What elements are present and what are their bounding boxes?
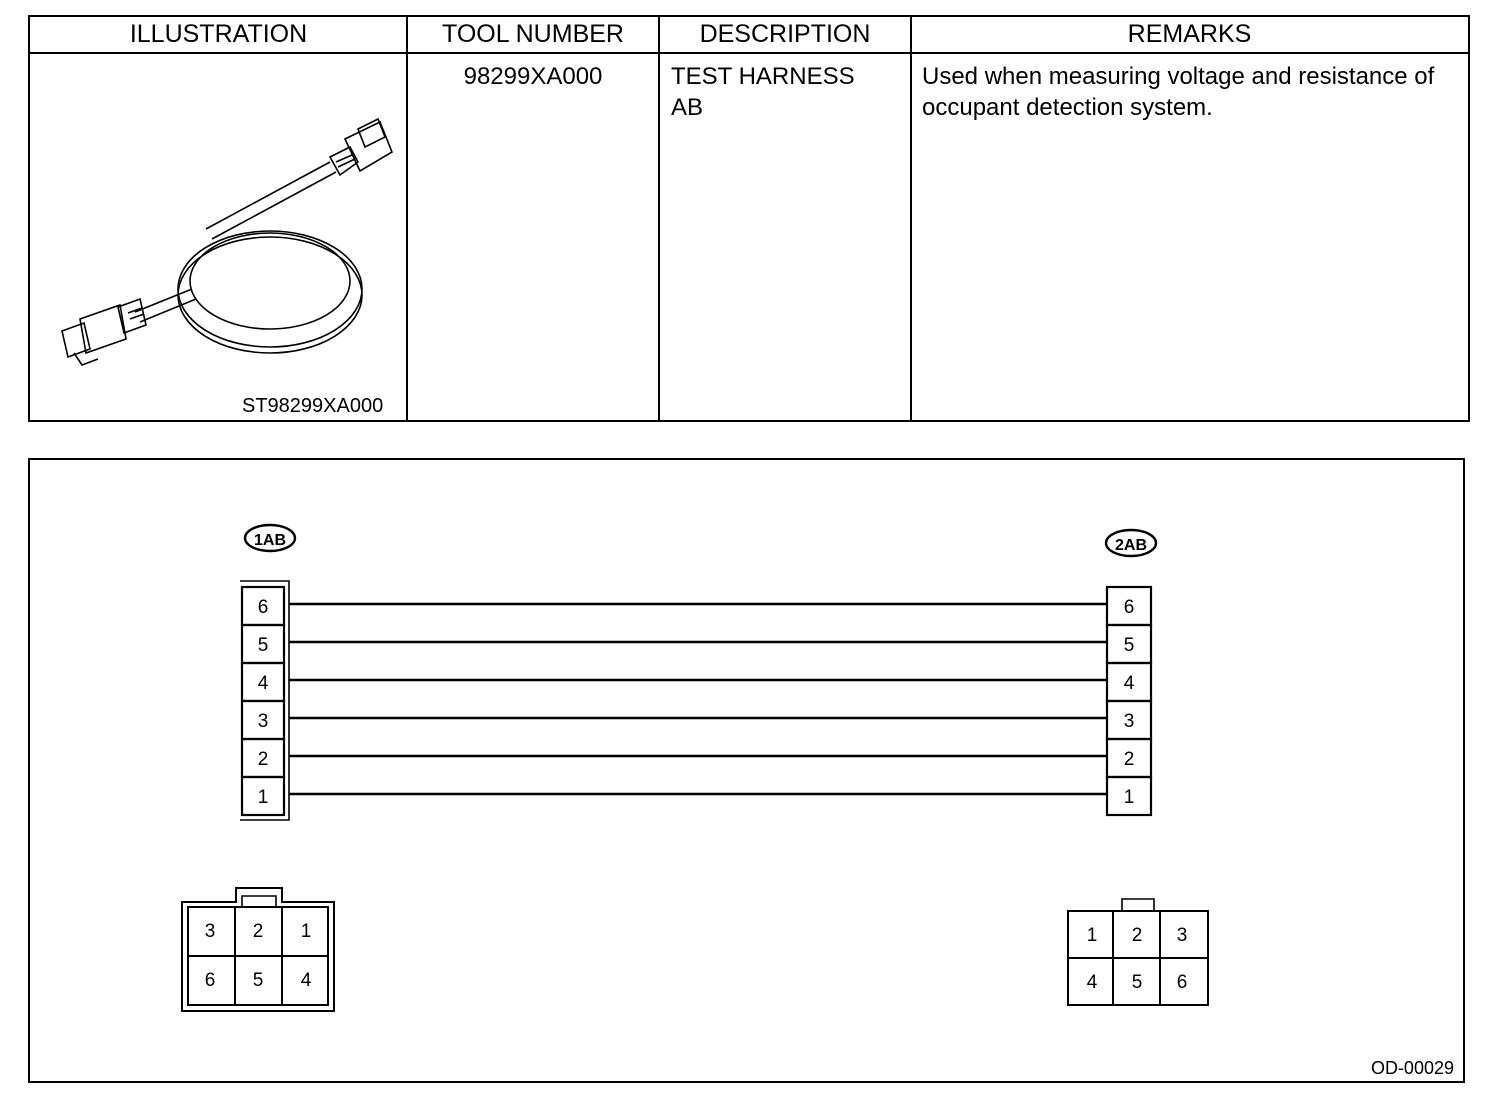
right-connector-pin-label: 2 xyxy=(1123,749,1135,770)
tool-number-value: 98299XA000 xyxy=(463,63,603,90)
left-connector-pin-label: 3 xyxy=(257,711,269,732)
left-face-pin-label: 6 xyxy=(204,970,216,991)
figure-id: OD-00029 xyxy=(1370,1058,1454,1078)
left-face-pin-label: 3 xyxy=(204,921,216,942)
left-connector-pin-label: 4 xyxy=(257,673,269,694)
header-illustration: ILLUSTRATION xyxy=(30,17,407,54)
right-connector-pin-label: 1 xyxy=(1123,787,1135,808)
illustration-caption: ST98299XA000 xyxy=(242,395,384,417)
left-face-pin-label: 1 xyxy=(300,921,312,942)
left-face-pin-label: 4 xyxy=(300,970,312,991)
header-tool-number: TOOL NUMBER xyxy=(407,17,659,54)
left-face-pin-label: 5 xyxy=(252,970,264,991)
left-connector-pin-label: 6 xyxy=(257,597,269,618)
right-connector-pin-label: 4 xyxy=(1123,673,1135,694)
right-connector-pin-label: 3 xyxy=(1123,711,1135,732)
remarks-line-2: occupant detection system. xyxy=(922,94,1213,121)
right-face-pin-label: 6 xyxy=(1176,972,1188,993)
right-face-pin-label: 2 xyxy=(1131,925,1143,946)
right-connector-pin-label: 6 xyxy=(1123,597,1135,618)
right-connector-pin-label: 5 xyxy=(1123,635,1135,656)
left-connector-pin-label: 5 xyxy=(257,635,269,656)
remarks-line-1: Used when measuring voltage and resistance of xyxy=(922,63,1435,90)
right-face-pin-label: 4 xyxy=(1086,972,1098,993)
header-remarks: REMARKS xyxy=(911,17,1468,54)
right-face-pin-label: 5 xyxy=(1131,972,1143,993)
right-face-pin-label: 3 xyxy=(1176,925,1188,946)
left-connector-pin-label: 2 xyxy=(257,749,269,770)
left-face-pin-label: 2 xyxy=(252,921,264,942)
connector-left-face xyxy=(182,888,334,1011)
description-line-1: TEST HARNESS xyxy=(671,63,855,90)
right-face-pin-label: 1 xyxy=(1086,925,1098,946)
left-connector-pin-label: 1 xyxy=(257,787,269,808)
connector-right-label: 2AB xyxy=(1114,537,1148,554)
description-line-2: AB xyxy=(671,94,704,121)
header-description: DESCRIPTION xyxy=(659,17,911,54)
connector-left-label: 1AB xyxy=(253,532,287,549)
